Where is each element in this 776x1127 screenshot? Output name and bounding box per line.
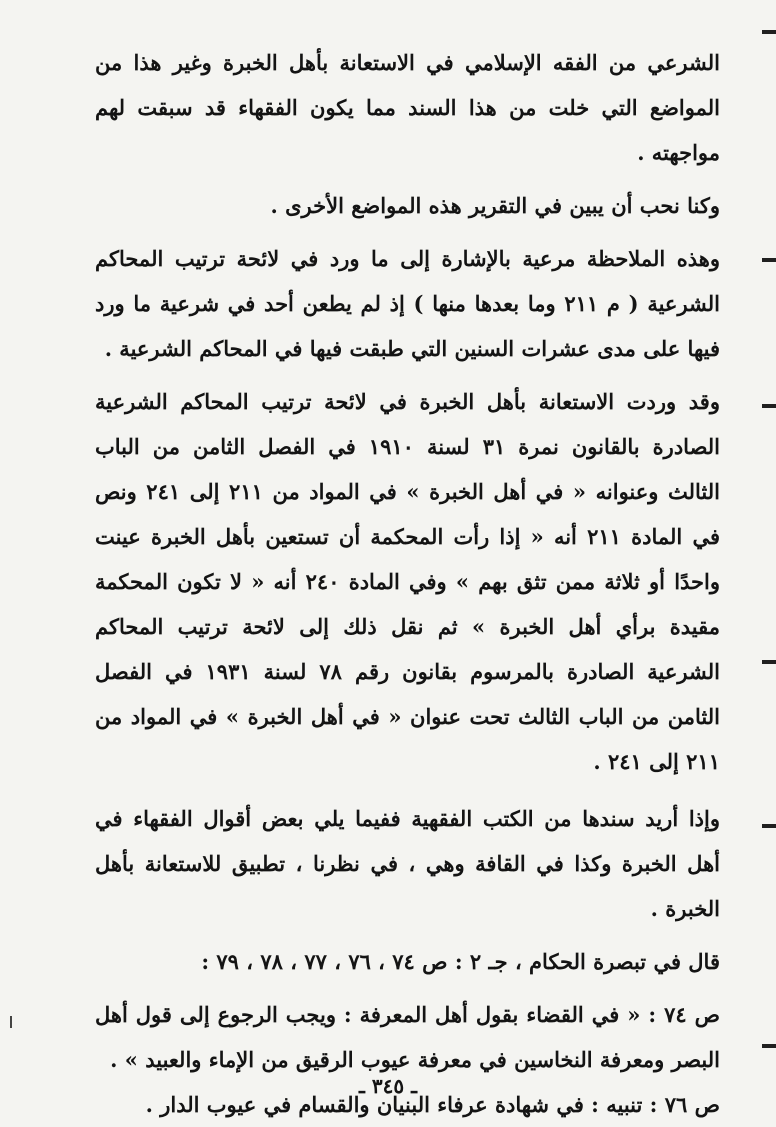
scan-edge-mark xyxy=(762,824,776,828)
page-number: ـ ٣٤٥ ـ xyxy=(359,1074,417,1098)
paragraph-7: ص ٧٤ : « في القضاء بقول أهل المعرفة : ويجب الرجوع إلى قول أهل البصر ومعرفة النخاسين في معرفة عيوب الرقيق من الإماء والعبيد » . xyxy=(95,1002,720,1072)
scan-edge-mark xyxy=(762,258,776,262)
paragraph-5: وإذا أريد سندها من الكتب الفقهية ففيما يلي بعض أقوال الفقهاء في أهل الخبرة وكذا في القافة وهي ، في نظرنا ، تطبيق للاستعانة بأهل الخبرة . xyxy=(95,806,720,921)
scan-edge-mark xyxy=(762,660,776,664)
scan-edge-mark xyxy=(762,1044,776,1048)
scan-speck xyxy=(10,1016,12,1028)
paragraph-8: ص ٧٦ : تنبيه : في شهادة عرفاء البنيان والقسام في عيوب الدار . xyxy=(145,1092,720,1117)
paragraph-4: وقد وردت الاستعانة بأهل الخبرة في لائحة ترتيب المحاكم الشرعية الصادرة بالقانون نمرة ٣١ لسنة ١٩١٠ في الفصل الثامن من الباب الثالث وعنوانه « في أهل الخبرة » في المواد من ٢١١ إلى ٢٤١ ونص في المادة ٢١١ أنه « إذا رأت المحكمة أن تستعين بأهل الخبرة عينت واحدًا أو ثلاثة ممن تثق بهم » وفي المادة ٢٤٠ أنه « لا تكون المحكمة مقيدة برأي أهل الخبرة » ثم نقل ذلك إلى لائحة ترتيب المحاكم الشرعية الصادرة بالمرسوم بقانون رقم ٧٨ لسنة ١٩٣١ في الفصل الثامن من الباب الثالث تحت عنوان « في أهل الخبرة » في المواد من ٢١١ إلى ٢٤١ . xyxy=(95,389,721,774)
paragraph-3: وهذه الملاحظة مرعية بالإشارة إلى ما ورد في لائحة ترتيب المحاكم الشرعية ( م ٢١١ وما بعدها منها ) إذ لم يطعن أحد في شرعية ما ورد فيها على مدى عشرات السنين التي طبقت فيها في المحاكم الشرعية . xyxy=(95,246,720,361)
citation-line: قال في تبصرة الحكام ، جـ ٢ : ص ٧٤ ، ٧٦ ، ٧٧ ، ٧٨ ، ٧٩ : xyxy=(201,949,720,974)
scan-edge-mark xyxy=(762,30,776,34)
paragraph-2: وكنا نحب أن يبين في التقرير هذه المواضع الأخرى . xyxy=(270,193,720,218)
paragraph-1: الشرعي من الفقه الإسلامي في الاستعانة بأهل الخبرة وغير هذا من المواضع التي خلت من هذا السند مما يكون الفقهاء قد سبقت لهم مواجهته . xyxy=(95,50,720,165)
scan-edge-mark xyxy=(762,404,776,408)
